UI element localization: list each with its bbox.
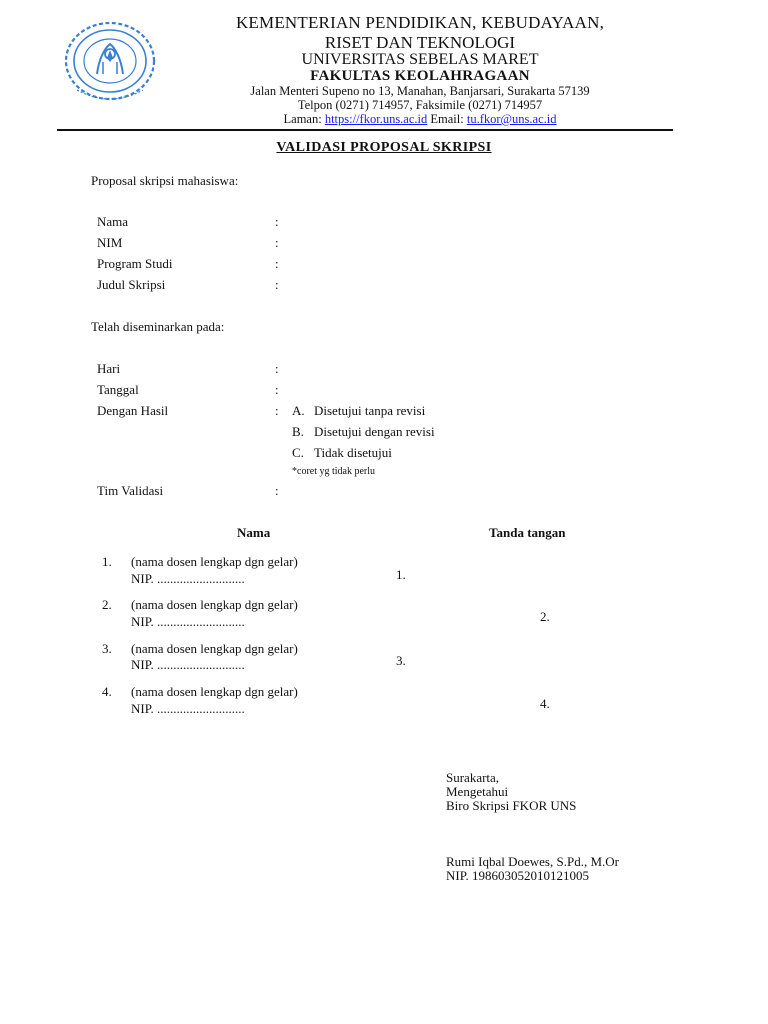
field-colon: : [275,382,279,397]
university-name: UNIVERSITAS SEBELAS MARET [301,51,539,68]
closing-office: Biro Skripsi FKOR UNS [446,798,577,813]
validator-name: (nama dosen lengkap dgn gelar) [131,597,298,612]
field-colon: : [275,403,279,418]
phone-fax: Telpon (0271) 714957, Faksimile (0271) 714957 [297,98,543,112]
result-option-a: Disetujui tanpa revisi [314,403,426,418]
field-colon: : [275,235,279,250]
web-contact [170,112,670,127]
field-label-nama: Nama [97,214,129,229]
signer-nip: NIP. 198603052010121005 [446,868,590,883]
field-label-tanggal: Tanggal [97,382,139,397]
intro-text: Proposal skripsi mahasiswa: [91,173,239,188]
validator-nip: NIP. ........................... [131,701,245,716]
faculty-name: FAKULTAS KEOLAHRAGAAN [310,68,530,84]
result-option-c: Tidak disetujui [314,445,392,460]
signature-slot: 3. [396,653,406,668]
field-colon: : [275,483,279,498]
result-option-a-letter: A. [292,403,305,418]
field-colon: : [275,256,279,271]
result-option-b-letter: B. [292,424,304,439]
team-label: Tim Validasi [97,483,164,498]
validator-number: 1. [102,554,112,569]
header-divider [57,129,673,131]
web-label: Laman: [283,112,322,126]
signature-slot: 2. [540,609,550,624]
column-header-signature: Tanda tangan [489,525,566,540]
field-label-hari: Hari [97,361,121,376]
ministry-name-line2: RISET DAN TEKNOLOGI [324,33,516,52]
validator-nip: NIP. ........................... [131,571,245,586]
validator-nip: NIP. ........................... [131,657,245,672]
website-link[interactable]: https://fkor.uns.ac.id [324,112,428,126]
field-colon: : [275,361,279,376]
email-label: Email: [430,112,464,126]
address: Jalan Menteri Supeno no 13, Manahan, Banjarsari, Surakarta 57139 [250,84,590,98]
signature-slot: 1. [396,567,406,582]
result-option-b: Disetujui dengan revisi [314,424,435,439]
closing-acknowledge: Mengetahui [446,784,509,799]
document-title: VALIDASI PROPOSAL SKRIPSI [276,140,492,155]
result-note: *coret yg tidak perlu [292,466,376,477]
seminar-intro: Telah diseminarkan pada: [91,319,225,334]
validator-number: 2. [102,597,112,612]
email-link[interactable]: tu.fkor@uns.ac.id [466,112,557,126]
validator-name: (nama dosen lengkap dgn gelar) [131,554,298,569]
field-colon: : [275,277,279,292]
result-option-c-letter: C. [292,445,304,460]
field-label-nim: NIM [97,235,123,250]
column-header-name: Nama [237,525,271,540]
field-label-dengan-hasil: Dengan Hasil [97,403,169,418]
validator-nip: NIP. ........................... [131,614,245,629]
field-colon: : [275,214,279,229]
signer-name: Rumi Iqbal Doewes, S.Pd., M.Or [446,854,619,869]
validator-number: 4. [102,684,112,699]
field-label-program-studi: Program Studi [97,256,173,271]
university-logo [57,18,163,104]
ministry-name: KEMENTERIAN PENDIDIKAN, KEBUDAYAAN, [235,13,605,32]
validator-name: (nama dosen lengkap dgn gelar) [131,684,298,699]
closing-place: Surakarta, [446,770,500,785]
validator-number: 3. [102,641,112,656]
field-label-judul-skripsi: Judul Skripsi [97,277,166,292]
validator-name: (nama dosen lengkap dgn gelar) [131,641,298,656]
signature-slot: 4. [540,696,550,711]
